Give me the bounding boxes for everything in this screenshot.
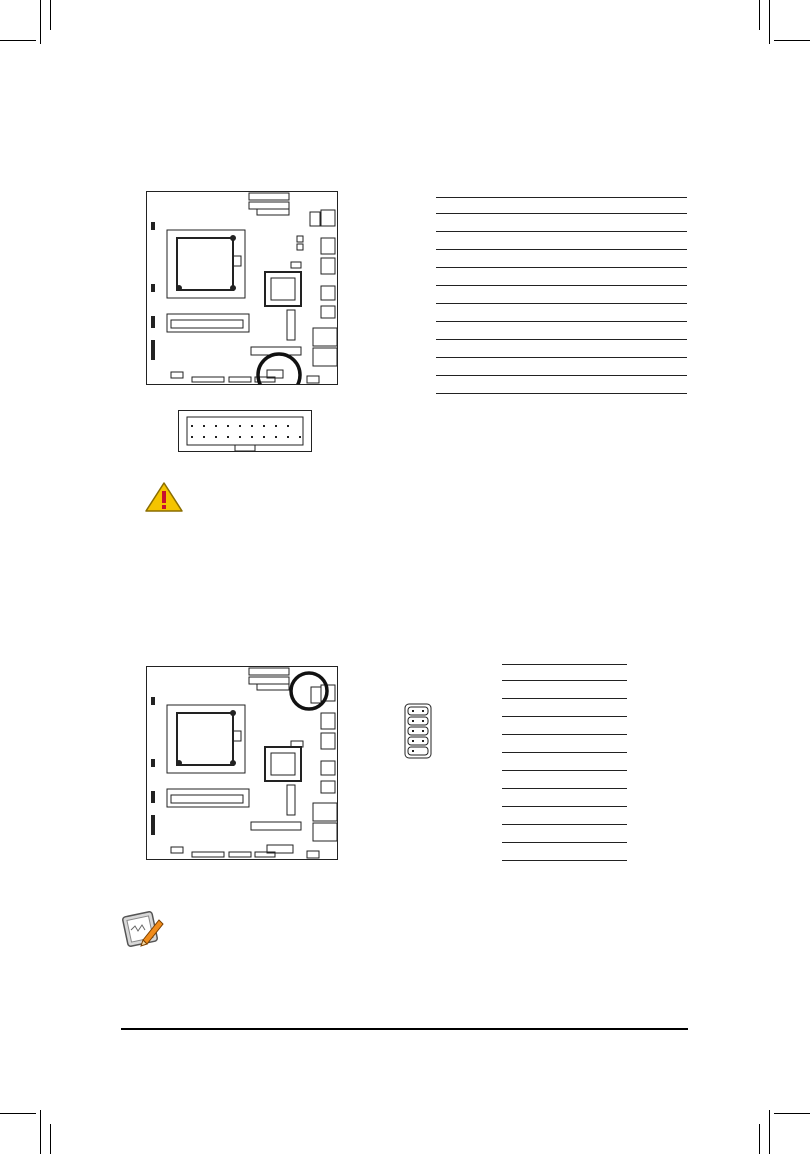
board-layout-drawing <box>147 667 337 859</box>
table-row <box>436 214 687 232</box>
table-row <box>436 358 687 376</box>
table-header-row <box>436 198 687 214</box>
table-row <box>436 286 687 304</box>
table-row <box>502 699 627 717</box>
table-row <box>502 753 627 771</box>
header-connector-pinout <box>178 410 312 452</box>
table-row <box>502 789 627 807</box>
table-row <box>502 771 627 789</box>
table-row <box>436 232 687 250</box>
table-row <box>502 807 627 825</box>
table-row <box>436 250 687 268</box>
caution-triangle-icon <box>144 481 184 513</box>
table-row <box>436 376 687 394</box>
table-row <box>502 735 627 753</box>
header-pin-table-body <box>436 198 687 394</box>
jumper-connector-pinout <box>404 703 432 759</box>
motherboard-diagram-bottom <box>146 666 338 860</box>
table-row <box>502 843 627 861</box>
pencil-note-icon <box>121 908 165 948</box>
motherboard-diagram-top <box>146 191 338 385</box>
header-pin-table <box>436 197 687 394</box>
table-row <box>436 304 687 322</box>
footer-rule <box>121 1028 688 1030</box>
table-row <box>436 322 687 340</box>
table-header-row <box>502 665 627 681</box>
table-row <box>502 825 627 843</box>
table-row <box>436 340 687 358</box>
table-row <box>502 681 627 699</box>
jumper-pin-table <box>502 664 627 861</box>
board-layout-drawing <box>147 192 337 384</box>
table-row <box>436 268 687 286</box>
jumper-pin-table-body <box>502 665 627 861</box>
table-row <box>502 717 627 735</box>
